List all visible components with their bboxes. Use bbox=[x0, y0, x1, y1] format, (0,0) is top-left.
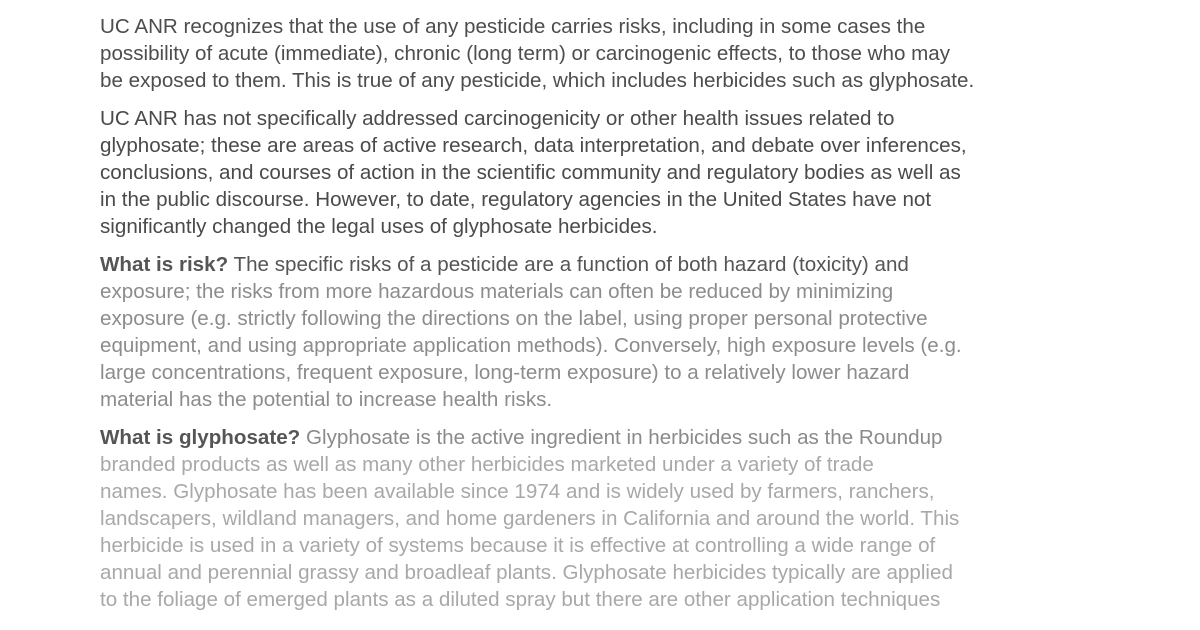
text-line-with-term bbox=[100, 251, 1110, 278]
text-line: exposure (e.g. strictly following the directions on the label, using proper personal protective bbox=[100, 307, 928, 330]
paragraph-what-is-glyphosate bbox=[100, 424, 1110, 613]
text-line: exposure; the risks from more hazardous materials can often be reduced by minimizing bbox=[100, 280, 894, 303]
text-line: branded products as well as many other herbicides marketed under a variety of trade bbox=[100, 453, 874, 476]
document-body bbox=[100, 13, 1110, 624]
text-line: glyphosate; these are areas of active research, data interpretation, and debate over inferences, bbox=[100, 134, 967, 157]
term-what-is-risk: What is risk? bbox=[100, 253, 229, 276]
text-line: equipment, and using appropriate application methods). Conversely, high exposure levels (e.g. bbox=[100, 334, 962, 357]
text-line: annual and perennial grassy and broadleaf plants. Glyphosate herbicides typically are applied bbox=[100, 561, 953, 584]
text-line: names. Glyphosate has been available since 1974 and is widely used by farmers, ranchers, bbox=[100, 480, 935, 503]
term-what-is-glyphosate: What is glyphosate? bbox=[100, 426, 301, 449]
text-line: in the public discourse. However, to date, regulatory agencies in the United States have not bbox=[100, 188, 932, 211]
text-line: UC ANR recognizes that the use of any pesticide carries risks, including in some cases the bbox=[100, 15, 926, 38]
text-line: possibility of acute (immediate), chronic (long term) or carcinogenic effects, to those who may bbox=[100, 42, 951, 65]
text-line: UC ANR has not specifically addressed carcinogenicity or other health issues related to bbox=[100, 107, 895, 130]
text-line: herbicide is used in a variety of systems because it is effective at controlling a wide range of bbox=[100, 534, 936, 557]
text-line: conclusions, and courses of action in the scientific community and regulatory bodies as well as bbox=[100, 161, 961, 184]
paragraph-what-is-risk bbox=[100, 251, 1110, 413]
text-line: be exposed to them. This is true of any pesticide, which includes herbicides such as glyphosate. bbox=[100, 69, 975, 92]
paragraph-risks-intro bbox=[100, 13, 1110, 94]
paragraph-carcinogenicity bbox=[100, 105, 1110, 240]
text-line: landscapers, wildland managers, and home gardeners in California and around the world. This bbox=[100, 507, 960, 530]
text-line: material has the potential to increase health risks. bbox=[100, 388, 553, 411]
text-fragment: Glyphosate is the active ingredient in herbicides such as the Roundup bbox=[300, 426, 943, 449]
text-line: large concentrations, frequent exposure, long-term exposure) to a relatively lower hazard bbox=[100, 361, 910, 384]
text-fragment: The specific risks of a pesticide are a function of both hazard (toxicity) and bbox=[228, 253, 909, 276]
text-line: to the foliage of emerged plants as a diluted spray but there are other application techniques bbox=[100, 588, 941, 611]
text-line-with-term bbox=[100, 424, 1110, 451]
text-line: significantly changed the legal uses of glyphosate herbicides. bbox=[100, 215, 658, 238]
